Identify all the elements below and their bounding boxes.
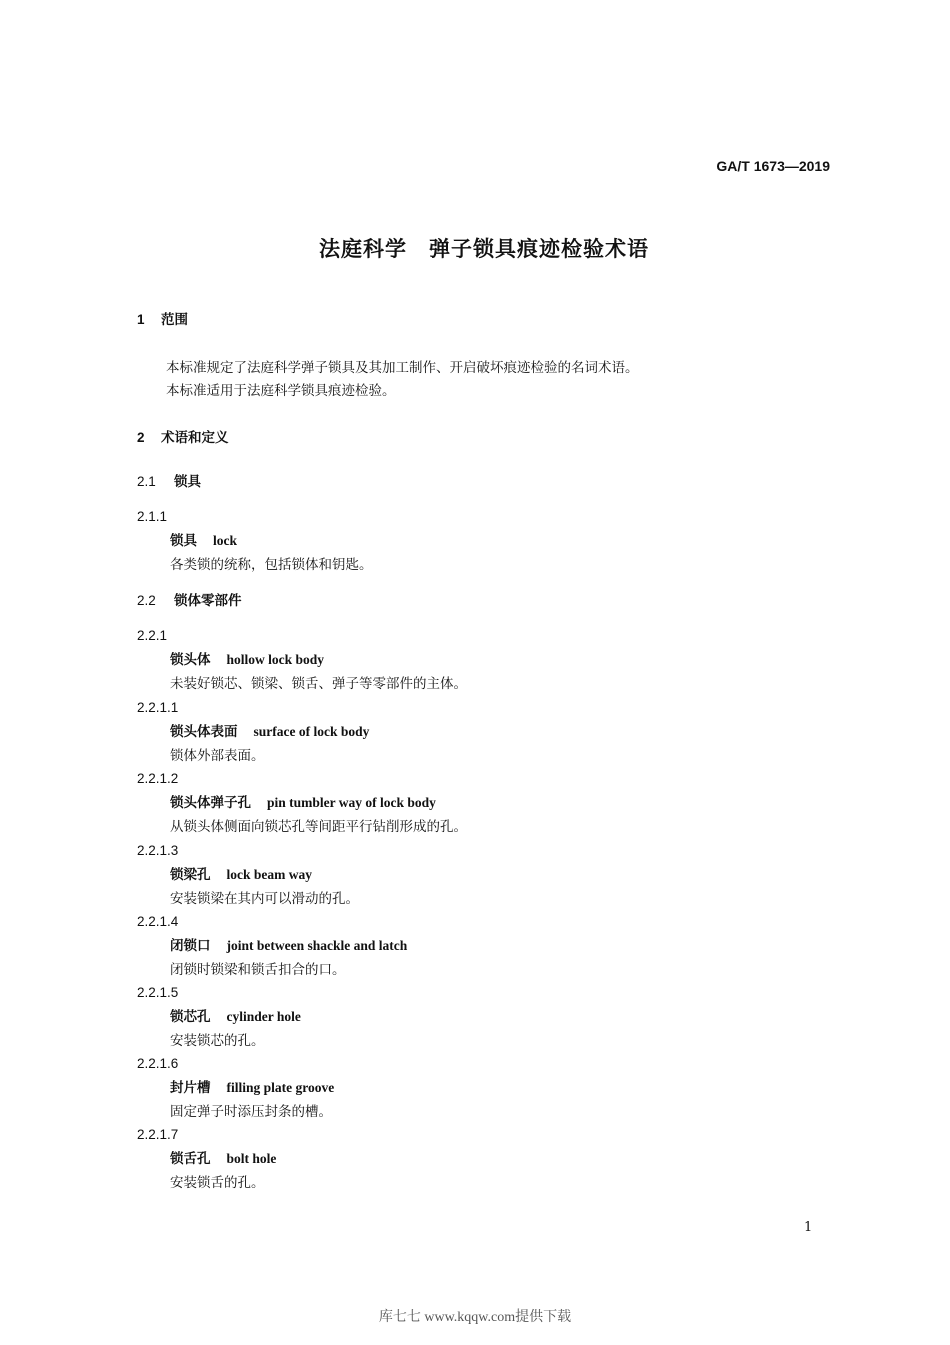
section-1-number: 1 xyxy=(137,312,145,327)
term-english: bolt hole xyxy=(226,1151,277,1166)
term-english: pin tumbler way of lock body xyxy=(267,795,436,810)
term-line xyxy=(170,1078,334,1098)
term-number: 2.2.1.5 xyxy=(137,985,179,1000)
term-number: 2.2.1.4 xyxy=(137,914,179,929)
page-number: 1 xyxy=(804,1220,813,1235)
term-line xyxy=(170,793,436,813)
term-definition: 固定弹子时添压封条的槽。 xyxy=(170,1104,332,1120)
term-english: joint between shackle and latch xyxy=(226,938,408,953)
term-english: lock xyxy=(213,533,238,548)
section-2-2-number: 2.2 xyxy=(137,593,156,608)
section-2-number: 2 xyxy=(137,430,145,445)
term-line xyxy=(170,1007,301,1027)
standard-number: GA/T 1673—2019 xyxy=(716,158,830,174)
term-line xyxy=(170,531,237,551)
term-chinese: 闭锁口 xyxy=(170,938,211,954)
term-english: filling plate groove xyxy=(226,1080,335,1095)
term-definition: 各类锁的统称，包括锁体和钥匙。 xyxy=(170,557,373,573)
term-english: lock beam way xyxy=(226,867,312,882)
term-chinese: 锁具 xyxy=(170,533,197,549)
term-number: 2.2.1.7 xyxy=(137,1127,179,1142)
term-english: surface of lock body xyxy=(253,724,370,739)
term-definition: 安装锁梁在其内可以滑动的孔。 xyxy=(170,891,359,907)
term-chinese: 锁舌孔 xyxy=(170,1151,211,1167)
term-line xyxy=(170,936,407,956)
term-number: 2.2.1.1 xyxy=(137,700,179,715)
term-line xyxy=(170,650,324,670)
term-line xyxy=(170,865,312,885)
section-1-heading: 范围 xyxy=(161,312,188,328)
term-line xyxy=(170,1149,276,1169)
term-number: 2.1.1 xyxy=(137,509,168,524)
term-definition: 闭锁时锁梁和锁舌扣合的口。 xyxy=(170,962,346,978)
scope-paragraph-2: 本标准适用于法庭科学锁具痕迹检验。 xyxy=(166,383,396,399)
term-definition: 从锁头体侧面向锁芯孔等间距平行钻削形成的孔。 xyxy=(170,819,467,835)
term-definition: 安装锁芯的孔。 xyxy=(170,1033,265,1049)
section-2-1-number: 2.1 xyxy=(137,474,156,489)
document-title: 法庭科学 弹子锁具痕迹检验术语 xyxy=(319,236,649,261)
section-2-1-heading: 锁具 xyxy=(174,474,201,490)
term-chinese: 封片槽 xyxy=(170,1080,211,1096)
term-line xyxy=(170,722,369,742)
section-2-2-heading: 锁体零部件 xyxy=(174,593,242,609)
term-chinese: 锁芯孔 xyxy=(170,1009,211,1025)
term-definition: 安装锁舌的孔。 xyxy=(170,1175,265,1191)
term-chinese: 锁梁孔 xyxy=(170,867,211,883)
download-footer: 库七七 www.kqqw.com提供下载 xyxy=(378,1310,572,1325)
term-chinese: 锁头体 xyxy=(170,652,211,668)
term-chinese: 锁头体弹子孔 xyxy=(170,795,251,811)
term-english: hollow lock body xyxy=(226,652,325,667)
term-number: 2.2.1.3 xyxy=(137,843,179,858)
term-chinese: 锁头体表面 xyxy=(170,724,238,740)
term-definition: 未装好锁芯、锁梁、锁舌、弹子等零部件的主体。 xyxy=(170,676,467,692)
term-english: cylinder hole xyxy=(226,1009,301,1024)
section-2-heading: 术语和定义 xyxy=(161,430,229,446)
term-number: 2.2.1.6 xyxy=(137,1056,179,1071)
term-number: 2.2.1 xyxy=(137,628,168,643)
term-definition: 锁体外部表面。 xyxy=(170,748,265,764)
scope-paragraph-1: 本标准规定了法庭科学弹子锁具及其加工制作、开启破坏痕迹检验的名词术语。 xyxy=(166,360,639,376)
term-number: 2.2.1.2 xyxy=(137,771,179,786)
